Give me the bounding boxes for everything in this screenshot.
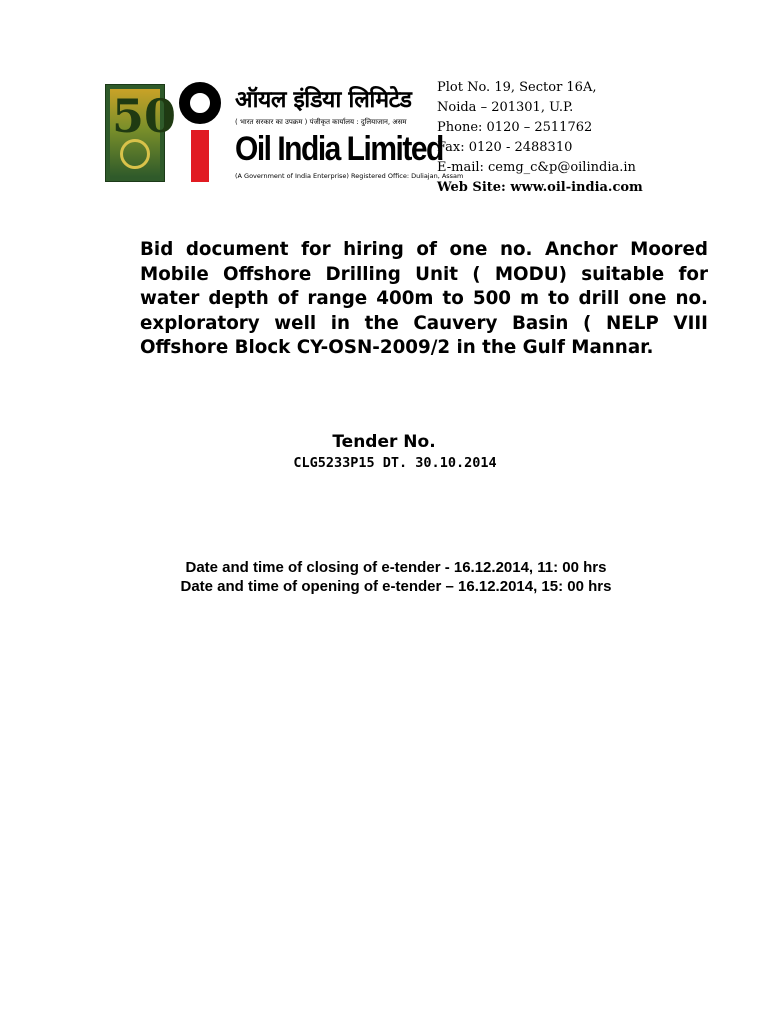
company-name-hindi: ऑयल इंडिया लिमिटेड	[235, 87, 412, 113]
website-address: Web Site: www.oil-india.com	[437, 180, 643, 195]
company-tagline-hindi: ( भारत सरकार का उपक्रम ) पंजीकृत कार्यालय : दुलियाजान, असम	[235, 118, 407, 126]
tender-dates	[0, 558, 768, 596]
closing-date: Date and time of closing of e-tender - 16.12.2014, 11: 00 hrs	[185, 559, 607, 576]
phone-number: Phone: 0120 – 2511762	[437, 120, 593, 135]
golden-jubilee-emblem: 50	[105, 84, 165, 182]
opening-date: Date and time of opening of e-tender – 16.12.2014, 15: 00 hrs	[180, 578, 612, 595]
address-line-1: Plot No. 19, Sector 16A,	[437, 80, 597, 95]
company-address	[437, 78, 643, 198]
email-address: E-mail: cemg_c&p@oilindia.in	[437, 160, 636, 175]
tender-label: Tender No.	[332, 432, 436, 452]
address-line-2: Noida – 201301, U.P.	[437, 100, 574, 115]
fax-number: Fax: 0120 - 2488310	[437, 140, 573, 155]
oil-india-logo-mark	[177, 80, 225, 185]
company-name-english: Oil India Limited	[235, 130, 443, 168]
bid-document-title: Bid document for hiring of one no. Anchor Moored Mobile Offshore Drilling Unit ( MODU) suitable for water depth of range 400m to 500 m to drill one no. exploratory well in the Cauvery Basin ( NELP VIII Offshore Block CY-OSN-2009/2 in the Gulf Mannar.	[140, 239, 708, 358]
company-tagline-english: (A Government of India Enterprise) Registered Office: Duliajan, Assam	[235, 172, 464, 180]
company-logo	[105, 80, 464, 185]
tender-number: CLG5233P15 DT. 30.10.2014	[293, 455, 497, 471]
